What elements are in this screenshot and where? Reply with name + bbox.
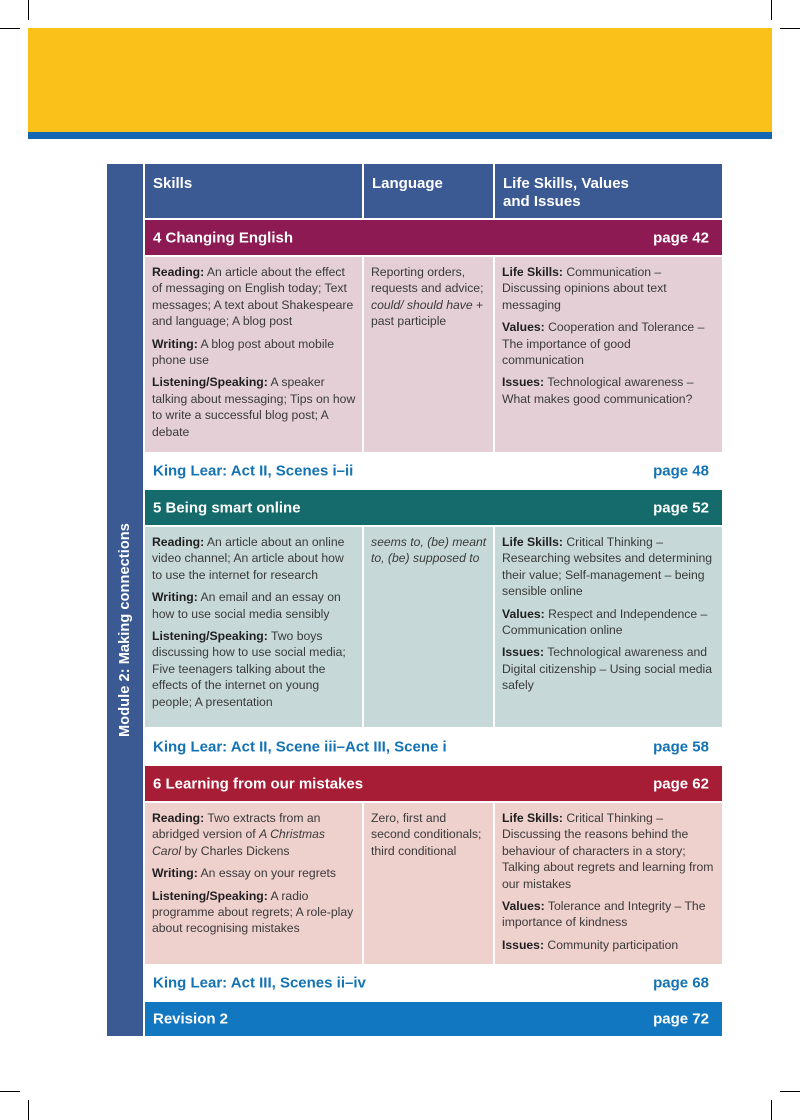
writing-text: A blog post about mobile phone use — [152, 336, 335, 368]
crop-mark — [780, 28, 800, 29]
language-text: Zero, first and second conditionals; third conditional — [371, 811, 482, 858]
king-lear-title: King Lear: Act III, Scenes ii–iv — [153, 974, 366, 992]
king-lear-page: page 58 — [653, 738, 709, 755]
listening-label: Listening/Speaking: — [152, 888, 268, 903]
life-skills-label: Life Skills: — [502, 535, 563, 549]
issues-label: Issues: — [502, 645, 545, 660]
unit-5-title-bar — [145, 490, 722, 525]
issues-text: Technological awareness – What makes good communication? — [502, 375, 694, 406]
life-skills-header-label-line2: and Issues — [503, 193, 581, 210]
listening-text: A radio programme about regrets; A role-play about recognising mistakes — [152, 888, 354, 936]
king-lear-row — [145, 729, 722, 764]
king-lear-row — [145, 454, 722, 488]
values-text: Cooperation and Tolerance – The importance of good communication — [502, 320, 705, 368]
column-header-skills — [145, 164, 362, 218]
listening-text: A speaker talking about messaging; Tips on how to write a successful blog post; A debate — [152, 375, 356, 439]
king-lear-title: King Lear: Act II, Scenes i–ii — [153, 462, 354, 480]
reading-label: Reading: — [152, 535, 205, 549]
skills-header-label: Skills — [153, 175, 193, 192]
column-header-language — [364, 164, 493, 218]
reading-label: Reading: — [152, 265, 205, 279]
unit-5-life-skills-cell — [495, 527, 722, 727]
listening-label: Listening/Speaking: — [152, 375, 268, 390]
crop-mark — [771, 0, 772, 20]
unit-4-life-skills-cell — [495, 257, 722, 452]
life-skills-label: Life Skills: — [502, 811, 563, 825]
values-label: Values: — [502, 320, 545, 335]
king-lear-title: King Lear: Act II, Scene iii–Act III, Scene i — [153, 738, 447, 755]
reading-label: Reading: — [152, 811, 205, 825]
issues-text: Technological awareness and Digital citizenship – Using social media safely — [502, 645, 712, 693]
reading-text: by Charles Dickens — [184, 843, 290, 858]
king-lear-page: page 68 — [653, 974, 709, 992]
writing-text: An essay on your regrets — [200, 866, 337, 881]
unit-page: page 52 — [653, 499, 709, 516]
unit-6-skills-cell — [145, 803, 362, 964]
crop-mark — [28, 0, 29, 20]
header-band — [28, 28, 772, 132]
values-text: Respect and Independence – Communication online — [502, 606, 708, 638]
unit-6-language-cell — [364, 803, 493, 964]
column-header-life-skills — [495, 164, 722, 218]
reading-text: An article about an online video channel; An article about how to use the internet for research — [152, 535, 345, 582]
writing-text: An email and an essay on how to use social media sensibly — [152, 590, 341, 621]
king-lear-row — [145, 966, 722, 1000]
language-text-italic: could/ should have — [371, 297, 473, 312]
unit-4-skills-cell — [145, 257, 362, 452]
unit-5-skills-cell — [145, 527, 362, 727]
crop-mark — [0, 28, 20, 29]
values-text: Tolerance and Integrity – The importance of kindness — [502, 899, 706, 930]
unit-page: page 62 — [653, 775, 709, 792]
revision-bar — [145, 1002, 722, 1036]
writing-label: Writing: — [152, 336, 198, 351]
revision-page: page 72 — [653, 1010, 709, 1028]
unit-5-language-cell — [364, 527, 493, 727]
values-label: Values: — [502, 606, 545, 621]
writing-label: Writing: — [152, 590, 198, 605]
reading-text-italic: A Christmas Carol — [152, 827, 325, 858]
unit-title: 6 Learning from our mistakes — [153, 775, 364, 792]
listening-text: Two boys discussing how to use social media; Five teenagers talking about the effects of the internet on young people; A presentation — [152, 629, 346, 709]
unit-6-life-skills-cell — [495, 803, 722, 964]
header-rule — [28, 132, 772, 139]
life-skills-text: Communication – Discussing opinions about text messaging — [502, 265, 667, 312]
life-skills-header-label-line1: Life Skills, Values — [503, 175, 629, 192]
listening-label: Listening/Speaking: — [152, 629, 268, 644]
writing-label: Writing: — [152, 866, 198, 881]
language-text: + past participle — [371, 297, 484, 329]
module-label: Module 2: Making connections — [117, 523, 133, 737]
crop-mark — [0, 1091, 20, 1092]
crop-mark — [28, 1100, 29, 1120]
issues-label: Issues: — [502, 375, 545, 390]
issues-label: Issues: — [502, 937, 545, 952]
unit-page: page 42 — [653, 229, 709, 246]
language-header-label: Language — [372, 175, 443, 192]
reading-text: Two extracts from an abridged version of — [152, 811, 321, 842]
king-lear-page: page 48 — [653, 462, 709, 480]
life-skills-label: Life Skills: — [502, 265, 563, 279]
unit-4-title-bar — [145, 220, 722, 255]
revision-title: Revision 2 — [153, 1010, 229, 1028]
unit-4-language-cell — [364, 257, 493, 452]
unit-title: 4 Changing English — [153, 229, 294, 246]
reading-text: An article about the effect of messaging on English today; Text messages; A text about Shakespeare and language; A blog post — [152, 265, 354, 329]
life-skills-text: Critical Thinking – Researching websites and determining their value; Self-management – being sensible online — [502, 535, 713, 599]
issues-text: Community participation — [547, 937, 679, 952]
unit-6-title-bar — [145, 766, 722, 801]
life-skills-text: Critical Thinking – Discussing the reasons behind the behaviour of characters in a story; Talking about regrets and learning from our mistakes — [502, 811, 714, 891]
crop-mark — [780, 1091, 800, 1092]
unit-title: 5 Being smart online — [153, 499, 301, 516]
crop-mark — [771, 1100, 772, 1120]
language-text: Reporting orders, requests and advice; — [371, 265, 484, 296]
language-text-italic: seems to, (be) meant to, (be) supposed to — [371, 535, 487, 566]
values-label: Values: — [502, 899, 545, 914]
